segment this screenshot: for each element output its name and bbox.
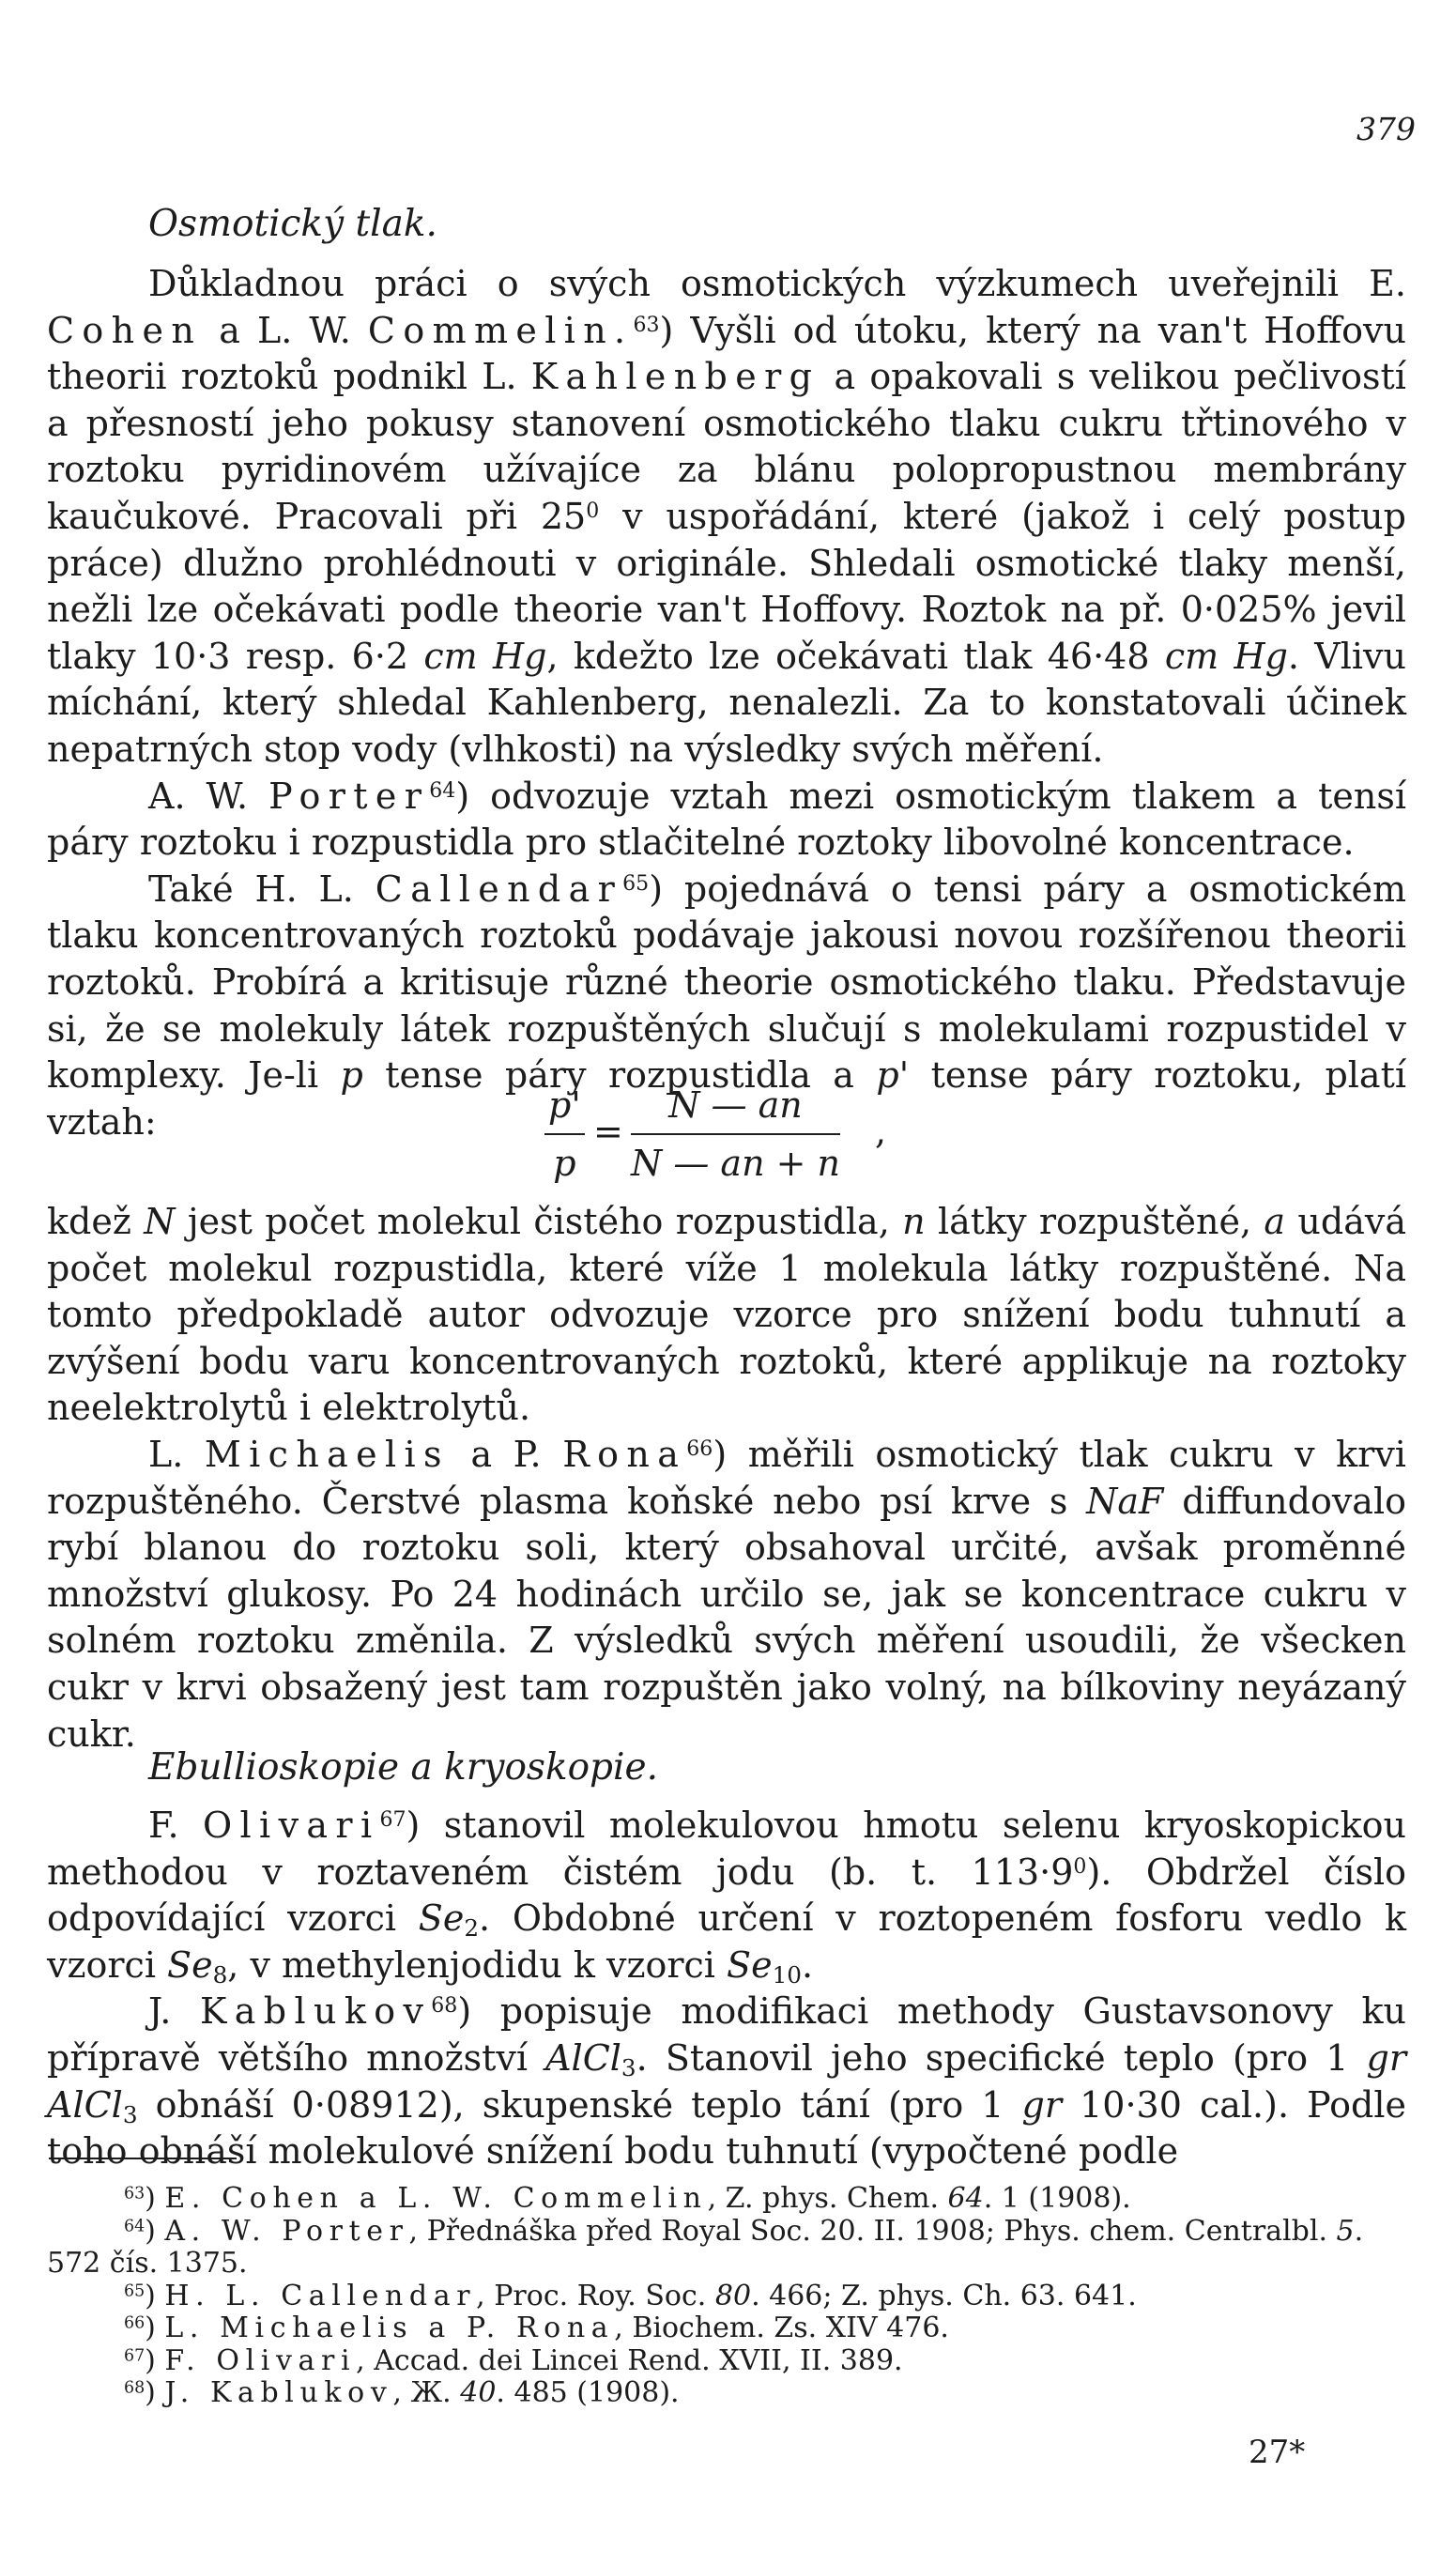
footnote-ref: 68: [431, 1994, 458, 2019]
footnote: $^{67}$) F. Olivari, Accad. dei Lincei Rend. XVII, II. 389.: [124, 2343, 903, 2377]
author-name: Callendar: [375, 868, 623, 910]
body-block-2: [47, 1199, 1406, 1758]
author-name: Kahlenberg: [530, 356, 820, 398]
footnote-ref: 66: [686, 1436, 713, 1461]
footnote: $^{65}$) H. L. Callendar, Proc. Roy. Soc. 80. 466; Z. phys. Ch. 63. 641.: [124, 2279, 1137, 2312]
paragraph-olivari: F. Olivari$^{67}$) stanovil molekulovou hmotu selenu kryoskopickou methodou v roztaveném čistém jodu (b. t. $113\cdot 9^0$). Obdržel číslo odpovídající vzorci $Se_2$. Obdobné určení v roztopeném fosforu vedlo k vzorci $Se_8$, v methylenjodidu k vzorci $Se_{10}$.: [47, 1805, 1406, 1989]
footnote-ref: 63: [633, 313, 660, 337]
section-heading-ebullioscopy: Ebullioskopie a kryoskopie.: [148, 1746, 658, 1789]
paragraph-porter: A. W. Porter$^{64}$) odvozuje vztah mezi osmotickým tlakem a tensí páry roztoku i rozpustidla pro stlačitelné roztoky libovolné koncentrace.: [47, 775, 1406, 864]
author-name: Porter: [268, 775, 430, 817]
page-number: 379: [1356, 111, 1416, 147]
author-name: Kablukov: [200, 1990, 432, 2033]
paragraph-cohen: Důkladnou práci o svých osmotických výzkumech uveřejnili E. Cohen a L. W. Commelin.$^{63}$) Vyšli od útoku, který na van't Hoffovu theorii roztoků podnikl L. Kahlenberg a opakovali s velikou pečlivostí a přesností jeho pokusy stanovení osmotického tlaku cukru třtinového v roztoku pyridinovém užívajíce za blánu polopropustnou membrány kaučukové. Pracovali při $25^0$ v uspořádání, které (jakož i celý postup práce) dlužno prohlédnouti v originále. Shledali osmotické tlaky menší, nežli lze očekávati podle theorie van't Hoffovy. Roztok na př. 0·025% jevil tlaky 10·3 resp. 6·2 cm Hg, kdežto lze očekávati tlak 46·48 cm Hg. Vlivu míchání, který shledal Kahlenberg, nenalezli. Za to konstatovali účinek nepatrných stop vody (vlhkosti) na výsledky svých měření.: [47, 263, 1406, 770]
equation-rhs: $\frac{N — an}{N — an + n}$: [631, 1084, 841, 1184]
author-name: Michaelis: [204, 1433, 450, 1475]
author-name: Commelin.: [367, 309, 634, 351]
body-block-3: [47, 1803, 1406, 2175]
author-name: Olivari: [203, 1805, 380, 1846]
footnote-ref: 65: [622, 871, 650, 896]
author-name: Cohen: [47, 309, 203, 351]
equals-sign: =: [593, 1111, 623, 1152]
footnote-ref: 67: [379, 1807, 406, 1832]
section-heading-osmotic-pressure: Osmotický tlak.: [148, 203, 437, 245]
signature-mark: 27*: [1249, 2434, 1306, 2471]
paragraph-michaelis: L. Michaelis a P. Rona$^{66}$) měřili osmotický tlak cukru v krvi rozpuštěného. Čerstvé plasma koňské nebo psí krve s NaF diffundovalo rybí blanou do roztoku soli, který obsahoval určité, avšak proměnné množství glukosy. Po 24 hodinách určilo se, jak se koncentrace cukru v solném roztoku změnila. Z výsledků svých měření usoudili, že všecken cukr v krvi obsažený jest tam rozpuštěn jako volný, na bílkoviny neyázaný cukr.: [47, 1433, 1406, 1755]
footnote: $^{64}$) A. W. Porter, Přednáška před Royal Soc. 20. II. 1908; Phys. chem. Centralbl. 5. 572 čís. 1375.: [47, 2214, 1364, 2280]
author-name: Rona: [562, 1433, 687, 1475]
equation: $\frac{p'}{p}$ = $\frac{N — an}{N — an + n}$ ,: [544, 1084, 939, 1188]
footnote: $^{66}$) L. Michaelis a P. Rona, Biochem. Zs. XIV 476.: [124, 2312, 949, 2344]
footnote: $^{68}$) J. Kablukov, Ж. 40. 485 (1908).: [124, 2376, 680, 2409]
paragraph-equation-explanation: kdež N jest počet molekul čistého rozpustidla, n látky rozpuštěné, a udává počet molekul rozpustidla, které víže 1 molekula látky rozpuštěné. Na tomto předpokladě autor odvozuje vzorce pro snížení bodu tuhnutí a zvýšení bodu varu koncentrovaných roztoků, které applikuje na roztoky neelektrolytů i elektrolytů.: [47, 1201, 1406, 1429]
footnote: $^{63}$) E. Cohen a L. W. Commelin, Z. phys. Chem. 64. 1 (1908).: [124, 2182, 1131, 2215]
footnotes: [47, 2183, 1406, 2410]
footnote-ref: 64: [429, 778, 456, 803]
paragraph-callendar: Také H. L. Callendar$^{65}$) pojednává o tensi páry a osmotickém tlaku koncentrovaných roztoků podávaje jakousi novou rozšířenou theorii roztoků. Probírá a kritisuje různé theorie osmotického tlaku. Představuje si, že se molekuly látek rozpuštěných slučují s molekulami rozpustidel v komplexy. Je-li p tense páry rozpustidla a p' tense páry roztoku, platí vztah:: [47, 868, 1407, 1143]
body-block-1: [47, 261, 1406, 1145]
footnote-divider: [49, 2158, 237, 2159]
equation-lhs: $\frac{p'}{p}$: [544, 1084, 585, 1184]
paragraph-kablukov: J. Kablukov$^{68}$) popisuje modifikaci methody Gustavsonovy ku přípravě většího množství AlCl$_3$. Stanovil jeho specifické teplo (pro 1 gr AlCl$_3$ obnáší 0·08912), skupenské teplo tání (pro 1 gr 10·30 cal.). Podle toho obnáší molekulové snížení bodu tuhnutí (vypočtené podle: [47, 1990, 1407, 2173]
